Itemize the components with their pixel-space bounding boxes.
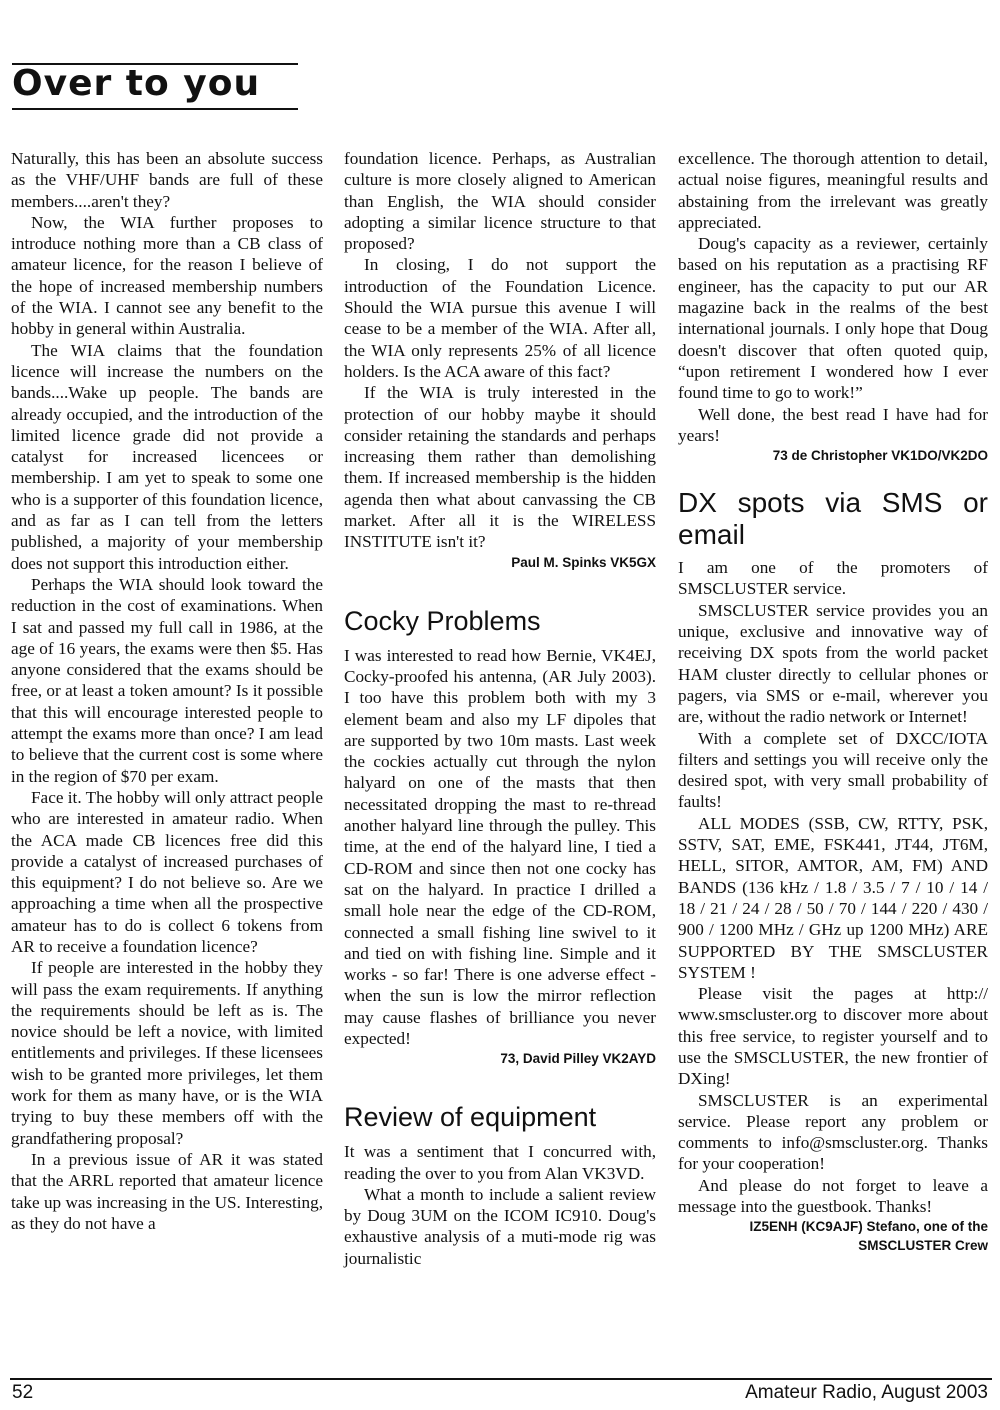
paragraph: Please visit the pages at http:// www.smscluster.org to discover more about this free service, to register yourself and to use the SMSCLUSTER, the new frontier of DXing!: [678, 984, 988, 1089]
footer-rule: [10, 1378, 992, 1380]
paragraph: In closing, I do not support the introduction of the Foundation Licence. Should the WIA pursue this avenue I will cease to be a member of the WIA. After all, the WIA only represents 25% of all licence holders. Is the ACA aware of this fact?: [344, 255, 656, 381]
paragraph: The WIA claims that the foundation licence will increase the numbers on the bands....Wake up people. The bands are already occupied, and the introduction of the limited licence grade did not provide a catalyst for increased licencees or membership. I am yet to speak to some one who is a supporter of this foundation licence, and as far as I can tell from the letters published, a majority of your membership does not support this introduction either.: [11, 340, 323, 573]
paragraph: ALL MODES (SSB, CW, RTTY, PSK, SSTV, SAT, EME, FSK441, JT44, JT6M, HELL, SITOR, AMTOR, AM, FM) AND BANDS (136 kHz / 1.8 / 3.5 / 7 / 10 / 14 / 18 / 21 / 24 / 28 / 50 / 70 / 144 / 220 / 430 / 900 / 1200 MHz / GHz up 1200 MHz) ARE SUPPORTED BY THE SMSCLUSTER SYSTEM !: [678, 813, 988, 982]
paragraph: It was a sentiment that I concurred with, reading the over to you from Alan VK3VD.: [344, 1142, 656, 1183]
page-number: 52: [12, 1382, 34, 1403]
paragraph: Now, the WIA further proposes to introduce nothing more than a CB class of amateur licence, for the reason I believe of the hope of increased membership numbers of the WIA. I cannot see any benefit to the hobby in general within Australia.: [11, 212, 323, 339]
paragraph: And please do not forget to leave a message into the guestbook. Thanks!: [678, 1175, 988, 1217]
paragraph: With a complete set of DXCC/IOTA filters and settings you will receive only the desired spot, with very small probability of faults!: [678, 728, 988, 812]
paragraph: If people are interested in the hobby they will pass the exam requirements. If anything the requirements should be left as is. The novice should be left a novice, with limited entitlements and privileges. If these licensees wish to be granted more privileges, let them work for them as many have, or is the WIA trying to buy these members off with the grandfathering proposal?: [11, 958, 323, 1148]
paragraph: I was interested to read how Bernie, VK4EJ, Cocky-proofed his antenna, (AR July 2003). I too have this problem both with my 3 element beam and also my LF dipoles that are supported by two 10m masts. Last week the cockies actually cut through the nylon halyard on one of the masts that then necessitated dropping the mast to re-thread another halyard line through the pulley. This time, at the end of the halyard line, I tied a CD-ROM and since then not one cocky has sat on the halyard. In practice I drilled a small hole near the edge of the CD-ROM, connected a small fishing line swivel to it and tied on with fishing line. Simple and it works - so far! There is one adverse effect - when the sun is low the mirror reflection may cause flashes of brilliance you never expected!: [344, 645, 656, 1048]
column-2: [344, 148, 656, 1269]
paragraph: excellence. The thorough attention to detail, actual noise figures, meaningful results and abstaining from the irrelevant was greatly appreciated.: [678, 149, 988, 232]
paragraph: What a month to include a salient review by Doug 3UM on the ICOM IC910. Doug's exhaustive analysis of a muti-mode rig was journalistic: [344, 1184, 656, 1268]
section-title: Over to you: [12, 63, 261, 104]
paragraph: Perhaps the WIA should look toward the reduction in the cost of examinations. When I sat and passed my full call in 1986, at the age of 16 years, the exams were then $5. Has anyone considered that the exams should be free, or at least a token amount? Is it possible that this will encourage interested people to attempt the exams more than once? I am lead to believe that the current cost is some where in the region of $70 per exam.: [11, 574, 323, 786]
letter-signature: 73, David Pilley VK2AYD: [500, 1051, 656, 1067]
column-1: [11, 148, 323, 1234]
column-3: [678, 148, 988, 1255]
cocky-problems-heading: Cocky Problems: [344, 605, 541, 636]
title-rule-bottom: [12, 108, 298, 110]
letter-signature: IZ5ENH (KC9AJF) Stefano, one of the: [749, 1219, 988, 1235]
paragraph: Face it. The hobby will only attract people who are interested in amateur radio. When the ACA made CB licences free did this provide a catalyst of increased purchases of this equipment? I do not believe so. Are we approaching a time when all the prospective amateur has to do is collect 6 tokens from AR to receive a foundation licence?: [11, 787, 323, 956]
paragraph: SMSCLUSTER service provides you an unique, exclusive and innovative way of receiving DX spots from the world packet HAM cluster directly to cellular phones or pagers, via SMS or e-mail, wherever you are, without the radio network or Internet!: [678, 600, 988, 727]
paragraph: I am one of the promoters of SMSCLUSTER service.: [678, 558, 988, 599]
paragraph: If the WIA is truly interested in the protection of our hobby maybe it should consider retaining the standards and perhaps increasing them rather than demolishing them. If increased membership is the hidden agenda then what about canvassing the CB market. After all it is the WIRELESS INSTITUTE isn't it?: [344, 383, 656, 552]
paragraph: Well done, the best read I have had for years!: [678, 404, 988, 445]
magazine-issue: Amateur Radio, August 2003: [745, 1382, 988, 1403]
paragraph: In a previous issue of AR it was stated that the ARRL reported that amateur licence take up was increasing in the US. Interesting, as they do not have a: [11, 1149, 323, 1233]
paragraph: SMSCLUSTER is an experimental service. Please report any problem or comments to info@smscluster.org. Thanks for your cooperation!: [678, 1090, 988, 1174]
letter-signature: 73 de Christopher VK1DO/VK2DO: [772, 448, 988, 464]
review-of-equipment-heading: Review of equipment: [344, 1102, 597, 1133]
paragraph: Naturally, this has been an absolute success as the VHF/UHF bands are full of these members....aren't they?: [11, 149, 323, 211]
letter-signature: Paul M. Spinks VK5GX: [511, 554, 656, 570]
letter-signature-continued: SMSCLUSTER Crew: [858, 1238, 988, 1254]
paragraph: Doug's capacity as a reviewer, certainly based on his reputation as a practising RF engineer, has the capacity to put our AR magazine back in the realms of the best international journals. I only hope that Doug doesn't discover that often quoted quip, “upon retirement I wondered how I ever found time to go to work!”: [678, 234, 988, 403]
dx-spots-heading: DX spots via SMS or email: [678, 487, 988, 551]
paragraph: foundation licence. Perhaps, as Australian culture is more closely aligned to American than English, the WIA should consider adopting a similar licence structure to that proposed?: [344, 149, 656, 254]
